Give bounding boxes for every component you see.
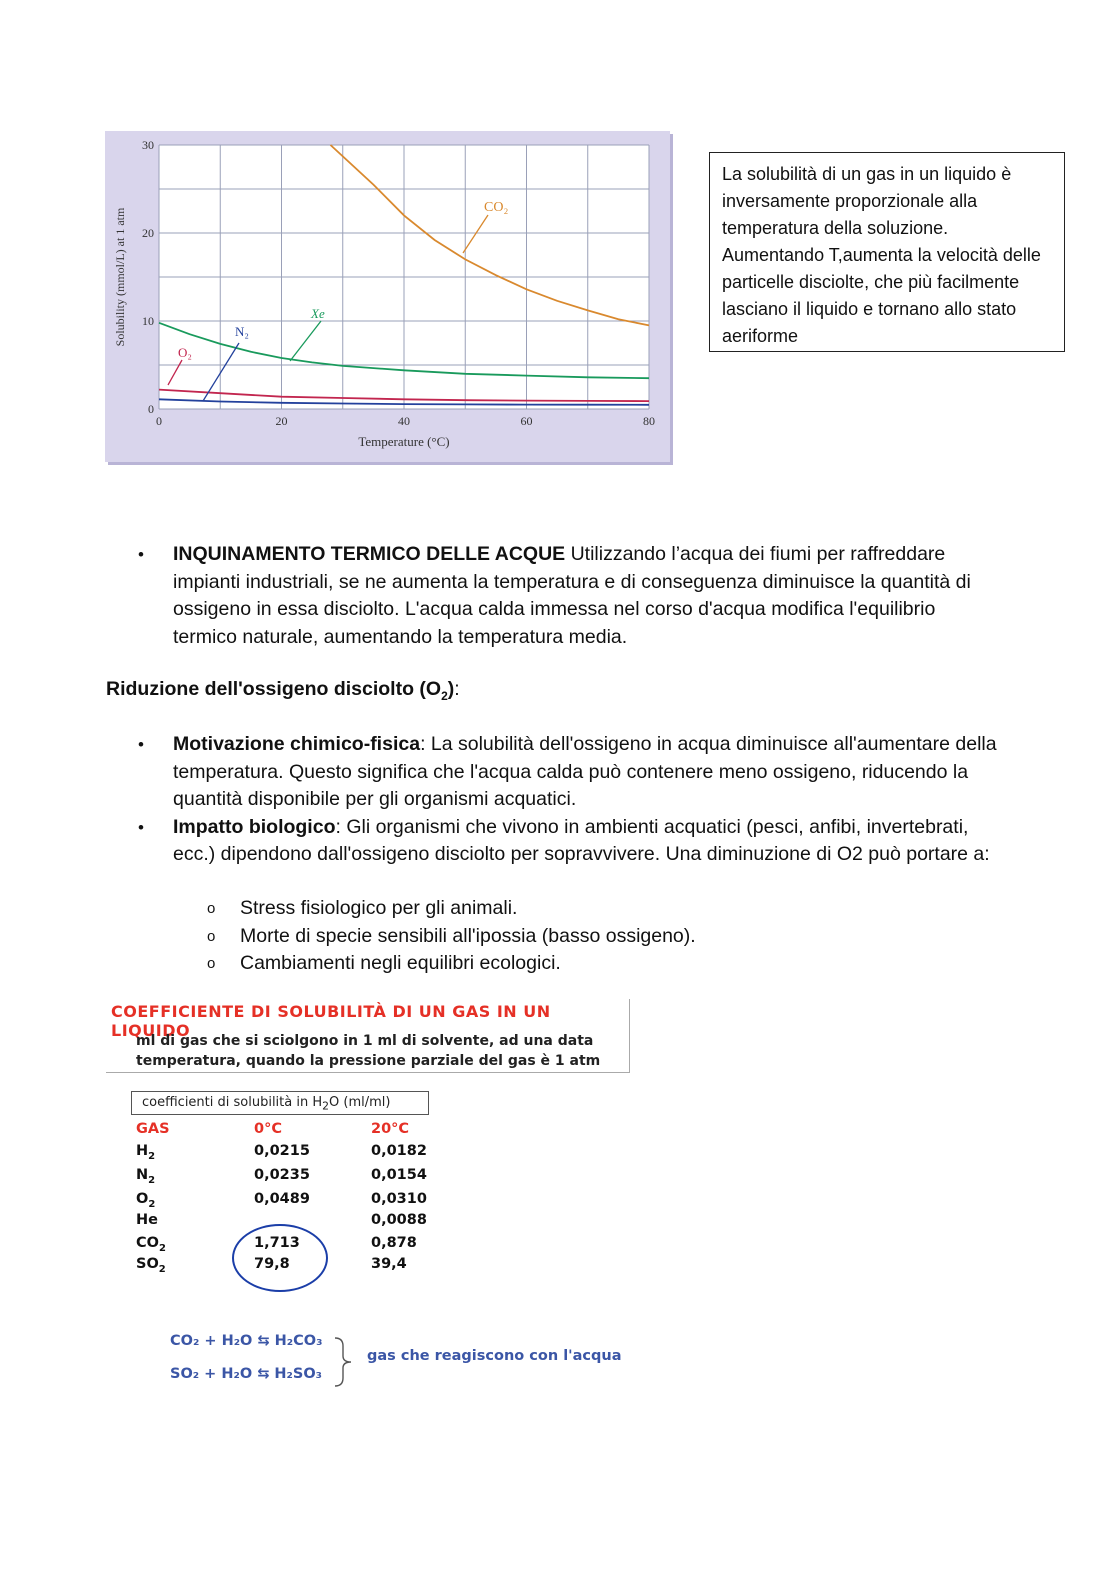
- series-label-co2: CO₂: [484, 200, 509, 215]
- section-title-text: Riduzione dell'ossigeno disciolto (O: [106, 678, 442, 700]
- solubility-chart: [105, 131, 670, 462]
- series-label-n2: N₂: [235, 324, 249, 339]
- y-axis-label: Solubility (mmol/L) at 1 atm: [113, 207, 127, 347]
- value-20c: 0,0154: [371, 1167, 427, 1183]
- table-row: [136, 1191, 436, 1213]
- gas-cell: $CO_2$: [136, 1235, 166, 1254]
- bullet-heading: Impatto biologico: [173, 815, 336, 838]
- list-item: [138, 541, 998, 651]
- value-0c: 0,0215: [254, 1143, 310, 1159]
- solubility-chart-svg: [105, 131, 670, 462]
- coefficient-definition: ml di gas che si sciolgono in 1 ml di solvente, ad una data temperatura, quando la pressione parziale del gas è 1 atm: [136, 1033, 601, 1069]
- value-0c: 0,0235: [254, 1167, 310, 1183]
- value-20c: 0,0310: [371, 1191, 427, 1207]
- sub-list-item: o Morte di specie sensibili all'ipossia (basso ossigeno).: [205, 923, 905, 951]
- gas-cell: $O_2$: [136, 1191, 156, 1210]
- x-tick-label: 0: [156, 414, 162, 428]
- sub-list-item: o Stress fisiologico per gli animali.: [205, 895, 905, 923]
- reaction-so2: SO₂ + H₂O ⇆ H₂SO₃: [170, 1366, 323, 1382]
- series-label-o2: O₂: [178, 345, 192, 360]
- gas-cell: $N_2$: [136, 1167, 156, 1186]
- table-caption: [131, 1091, 429, 1115]
- table-row: [136, 1167, 436, 1189]
- solubility-callout: La solubilità di un gas in un liquido è inversamente proporzionale alla temperatura della soluzione. Aumentando T,aumenta la velocità delle particelle disciolte, che più facilmente lasciano il liquido e tornano allo stato aeriforme: [709, 152, 1065, 352]
- bullet-heading: Motivazione chimico-fisica: [173, 733, 421, 755]
- effects-sublist: [205, 895, 905, 978]
- bullet-text: Utilizzando l’acqua dei fiumi per raffreddare impianti industriali, se ne aumenta la temperatura e di conseguenza diminuisce la quantità di ossigeno in essa disciolto. L'acqua calda immessa nel corso d'acqua modifica l'equilibrio termico naturale, aumentando la temperatura media.: [173, 543, 971, 648]
- gas-cell: $SO_2$: [136, 1256, 166, 1275]
- x-tick-label: 60: [520, 414, 533, 428]
- value-0c: 1,713: [254, 1235, 300, 1251]
- sub-list-item: o Cambiamenti negli equilibri ecologici.: [205, 950, 905, 978]
- header-0c: 0°C: [254, 1121, 282, 1137]
- table-header-row: [136, 1121, 436, 1143]
- value-0c: 79,8: [254, 1256, 290, 1272]
- section-title-close: ): [447, 678, 455, 700]
- y-tick-label: 30: [142, 138, 154, 152]
- curly-brace: [333, 1336, 355, 1388]
- table-row: [136, 1143, 436, 1165]
- caption-text: coefficienti di solubilità in H: [142, 1095, 323, 1110]
- section-title: [106, 678, 460, 703]
- list-item: [138, 814, 998, 869]
- y-tick-label: 20: [142, 226, 154, 240]
- gas-cell: He: [136, 1212, 158, 1228]
- list-item: [138, 731, 998, 814]
- reaction-co2: CO₂ + H₂O ⇆ H₂CO₃: [170, 1333, 323, 1349]
- x-tick-label: 80: [643, 414, 655, 428]
- value-20c: 0,0088: [371, 1212, 427, 1228]
- x-tick-label: 20: [275, 414, 288, 428]
- series-label-xe: Xe: [311, 306, 325, 321]
- section-title-sub: 2: [441, 688, 448, 703]
- y-tick-label: 10: [142, 314, 154, 328]
- oxygen-reduction-list: [138, 731, 998, 869]
- coefficient-title: COEFFICIENTE DI SOLUBILITÀ DI UN GAS IN UN LIQUIDO: [111, 1002, 551, 1040]
- y-tick-label: 0: [148, 402, 154, 416]
- value-20c: 39,4: [371, 1256, 407, 1272]
- caption-sub: 2: [322, 1099, 330, 1113]
- header-20c: 20°C: [371, 1121, 410, 1137]
- bullet-text: : La solubilità dell'ossigeno in acqua diminuisce all'aumentare della temperatura. Questo significa che l'acqua calda può contenere meno ossigeno, riducendo la quantità disponibile per gli organismi acquatici.: [173, 733, 997, 810]
- x-tick-label: 40: [398, 414, 410, 428]
- value-20c: 0,0182: [371, 1143, 427, 1159]
- highlight-circle: [232, 1224, 328, 1292]
- coefficient-header-box: [106, 999, 630, 1073]
- value-0c: 0,0489: [254, 1191, 310, 1207]
- value-20c: 0,878: [371, 1235, 417, 1251]
- gas-cell: $H_2$: [136, 1143, 156, 1162]
- bullet-heading: INQUINAMENTO TERMICO DELLE ACQUE: [173, 543, 566, 565]
- reaction-note: gas che reagiscono con l'acqua: [367, 1348, 622, 1364]
- header-gas: GAS: [136, 1121, 170, 1137]
- bullet-text: : Gli organismi che vivono in ambienti acquatici (pesci, anfibi, invertebrati, ecc.) dipendono dall'ossigeno disciolto per sopravvivere. Una diminuzione di O2 può portare a:: [173, 815, 990, 865]
- section-title-colon: :: [454, 678, 460, 700]
- caption-unit: O (ml/ml): [329, 1095, 391, 1110]
- x-axis-label: Temperature (°C): [358, 434, 450, 449]
- thermal-pollution-list: [138, 541, 998, 651]
